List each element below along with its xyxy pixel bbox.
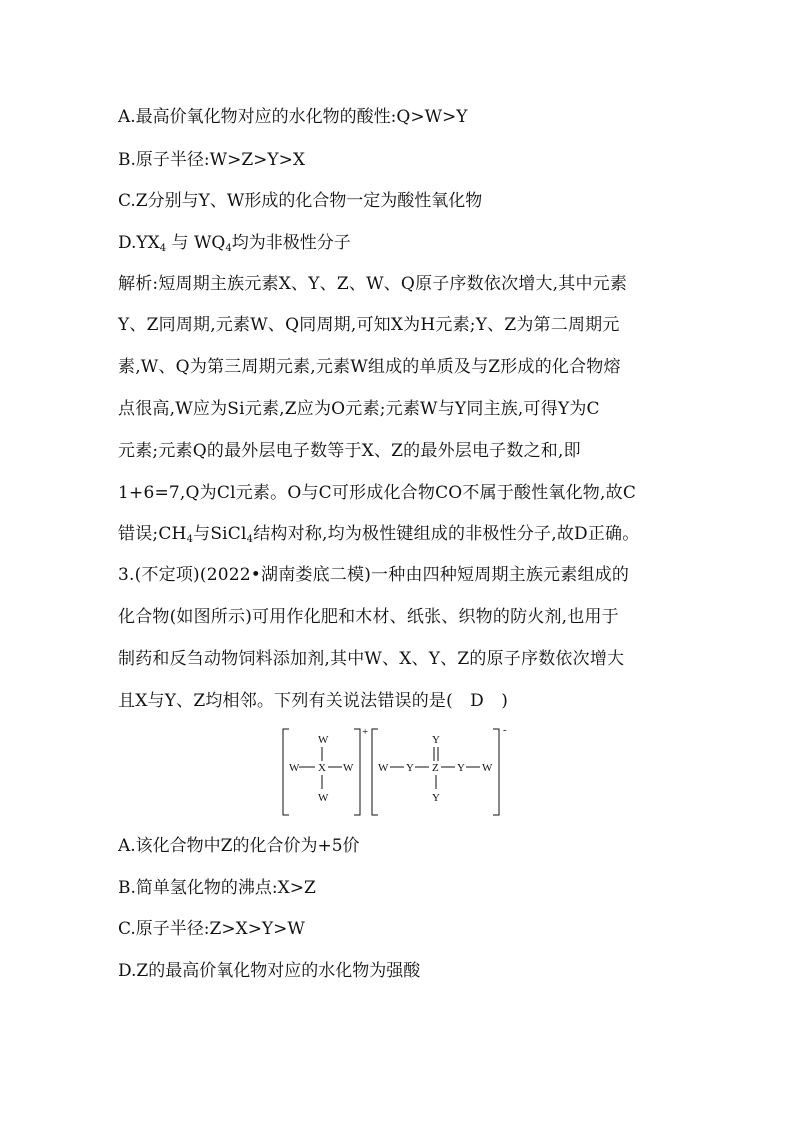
anion-y-left: Y bbox=[406, 762, 414, 774]
subscript: 4 bbox=[225, 243, 232, 254]
analysis-line-5: 元素;元素Q的最外层电子数等于X、Z的最外层电子数之和,即 bbox=[118, 441, 581, 461]
q2-option-d bbox=[118, 232, 351, 254]
q3-line-1: 3.(不定项)(2022•湖南娄底二模)一种由四种短周期主族元素组成的 bbox=[118, 565, 630, 585]
q3-option-b: B.简单氢化物的沸点:X>Z bbox=[118, 878, 316, 898]
cation-charge: + bbox=[362, 727, 369, 738]
q2-option-b: B.原子半径:W>Z>Y>X bbox=[118, 150, 305, 170]
q2-option-d-mid: 与 WQ bbox=[171, 233, 226, 253]
anion-w-left: W bbox=[378, 762, 389, 774]
analysis-line-7-b: 与SiCl bbox=[193, 524, 247, 544]
cation-w-left: W bbox=[289, 762, 300, 774]
q2-option-c: C.Z分别与Y、W形成的化合物一定为酸性氧化物 bbox=[118, 191, 483, 211]
analysis-line-7-c: 结构对称,均为极性键组成的非极性分子,故D正确。 bbox=[253, 524, 640, 544]
anion-charge: - bbox=[503, 727, 507, 736]
q2-option-d-prefix: D.YX bbox=[118, 233, 160, 253]
cation-w-right: W bbox=[343, 762, 354, 774]
q3-option-a: A.该化合物中Z的化合价为+5价 bbox=[118, 836, 360, 856]
q3-line-4: 且X与Y、Z均相邻。下列有关说法错误的是( D ) bbox=[118, 691, 509, 711]
q3-option-d: D.Z的最高价氧化物对应的水化物为强酸 bbox=[118, 961, 421, 981]
analysis-line-1: 解析:短周期主族元素X、Y、Z、W、Q原子序数依次增大,其中元素 bbox=[118, 274, 628, 294]
analysis-line-4: 点很高,W应为Si元素,Z应为O元素;元素W与Y同主族,可得Y为C bbox=[118, 399, 600, 419]
cation-w-top: W bbox=[318, 734, 329, 746]
q3-line-3: 制药和反刍动物饲料添加剂,其中W、X、Y、Z的原子序数依次增大 bbox=[118, 649, 625, 669]
q3-option-c: C.原子半径:Z>X>Y>W bbox=[118, 919, 305, 939]
anion-y-bottom: Y bbox=[432, 792, 440, 804]
q3-line-2: 化合物(如图所示)可用作化肥和木材、纸张、织物的防火剂,也用于 bbox=[118, 607, 619, 627]
anion-y-top: Y bbox=[432, 734, 440, 746]
structural-formula bbox=[280, 727, 520, 817]
q2-option-a: A.最高价氧化物对应的水化物的酸性:Q>W>Y bbox=[118, 107, 468, 127]
anion-y-right: Y bbox=[457, 762, 465, 774]
cation-w-bottom: W bbox=[318, 792, 329, 804]
analysis-line-6: 1+6=7,Q为Cl元素。O与C可形成化合物CO不属于酸性氧化物,故C bbox=[118, 483, 637, 503]
analysis-line-7 bbox=[118, 523, 639, 545]
analysis-line-2: Y、Z同周期,元素W、Q同周期,可知X为H元素;Y、Z为第二周期元 bbox=[118, 315, 620, 335]
anion-w-right: W bbox=[482, 762, 493, 774]
analysis-line-7-a: 错误;CH bbox=[118, 524, 187, 544]
subscript: 4 bbox=[186, 534, 194, 545]
subscript: 4 bbox=[246, 534, 254, 545]
anion-bracket-right bbox=[493, 729, 499, 815]
analysis-line-3: 素,W、Q为第三周期元素,元素W组成的单质及与Z形成的化合物熔 bbox=[118, 357, 621, 377]
subscript: 4 bbox=[159, 243, 167, 254]
q2-option-d-suffix: 均为非极性分子 bbox=[231, 233, 351, 253]
cation-bracket-right bbox=[354, 729, 360, 815]
cation-center-x: X bbox=[318, 762, 326, 774]
anion-center-z: Z bbox=[432, 762, 439, 774]
